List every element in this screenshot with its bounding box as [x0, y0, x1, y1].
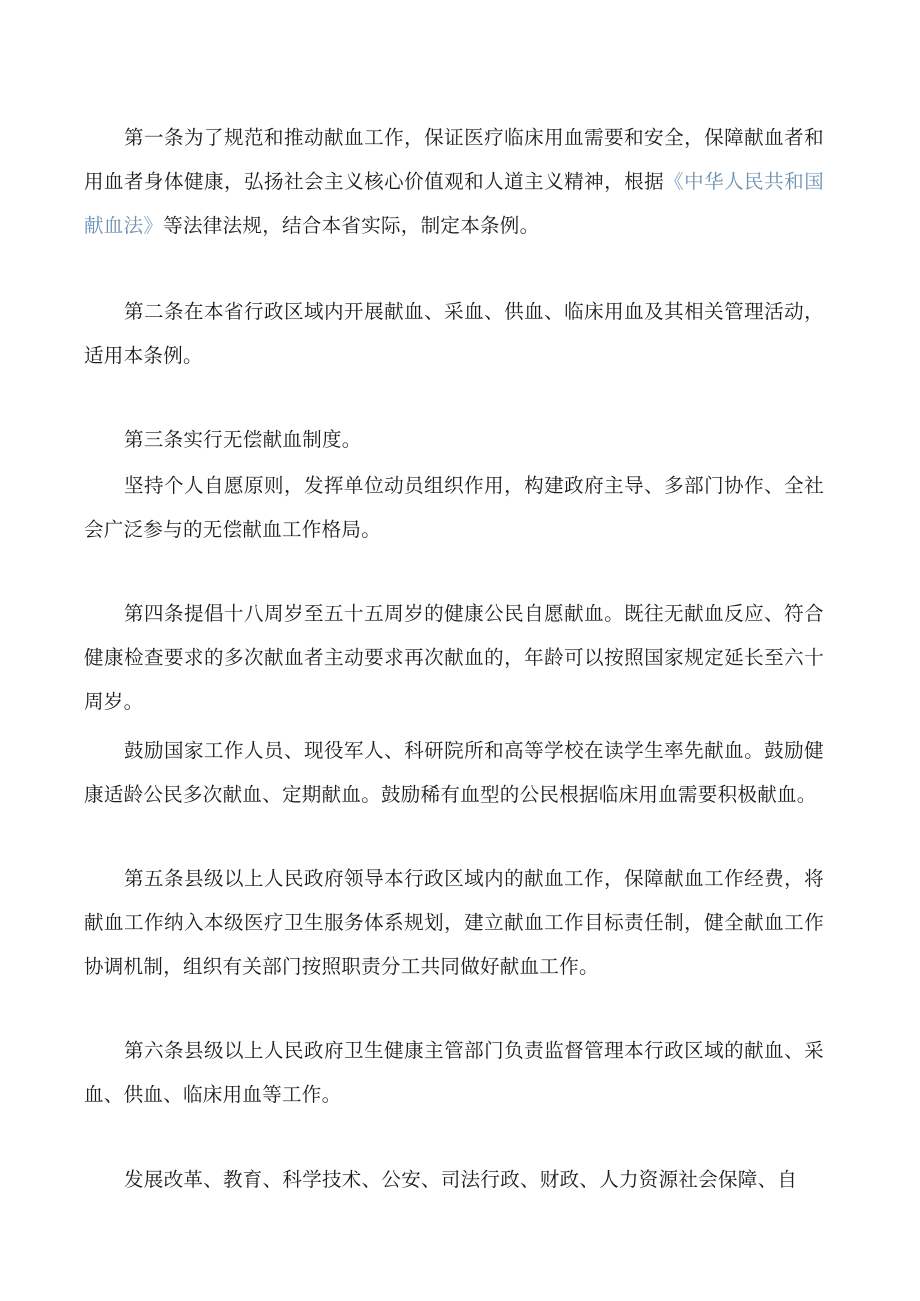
article-5-paragraph: 第五条县级以上人民政府领导本行政区域内的献血工作，保障献血工作经费，将献血工作纳入本级医疗卫生服务体系规划，建立献血工作目标责任制，健全献血工作协调机制，组织有关部门按照职责分工共同做好献血工作。: [84, 867, 824, 978]
article-6-paragraph: 第六条县级以上人民政府卫生健康主管部门负责监督管理本行政区域的献血、采血、供血、临床用血等工作。: [84, 1039, 824, 1106]
article-2-paragraph: 第二条在本省行政区域内开展献血、采血、供血、临床用血及其相关管理活动，适用本条例。: [84, 300, 824, 367]
law-reference-link[interactable]: 《中华人民共和国献血法》: [84, 170, 824, 237]
article-4-paragraph: 第四条提倡十八周岁至五十五周岁的健康公民自愿献血。既往无献血反应、符合健康检查要求的多次献血者主动要求再次献血的，年龄可以按照国家规定延长至六十周岁。: [84, 602, 824, 713]
article-4-paragraph-2: 鼓励国家工作人员、现役军人、科研院所和高等学校在读学生率先献血。鼓励健康适龄公民多次献血、定期献血。鼓励稀有血型的公民根据临床用血需要积极献血。: [84, 739, 824, 806]
article-1-text-after: 等法律法规，结合本省实际，制定本条例。: [163, 214, 540, 237]
article-6-continuation: 发展改革、教育、科学技术、公安、司法行政、财政、人力资源社会保障、自: [124, 1168, 798, 1191]
article-3-paragraph: 第三条实行无偿献血制度。: [124, 428, 362, 451]
article-1-text-before: 第一条为了规范和推动献血工作，保证医疗临床用血需要和安全，保障献血者和用血者身体健康，弘扬社会主义核心价值观和人道主义精神，根据: [84, 126, 824, 193]
article-1-paragraph: [84, 116, 824, 248]
article-3-paragraph-2: 坚持个人自愿原则，发挥单位动员组织作用，构建政府主导、多部门协作、全社会广泛参与的无偿献血工作格局。: [84, 474, 824, 541]
